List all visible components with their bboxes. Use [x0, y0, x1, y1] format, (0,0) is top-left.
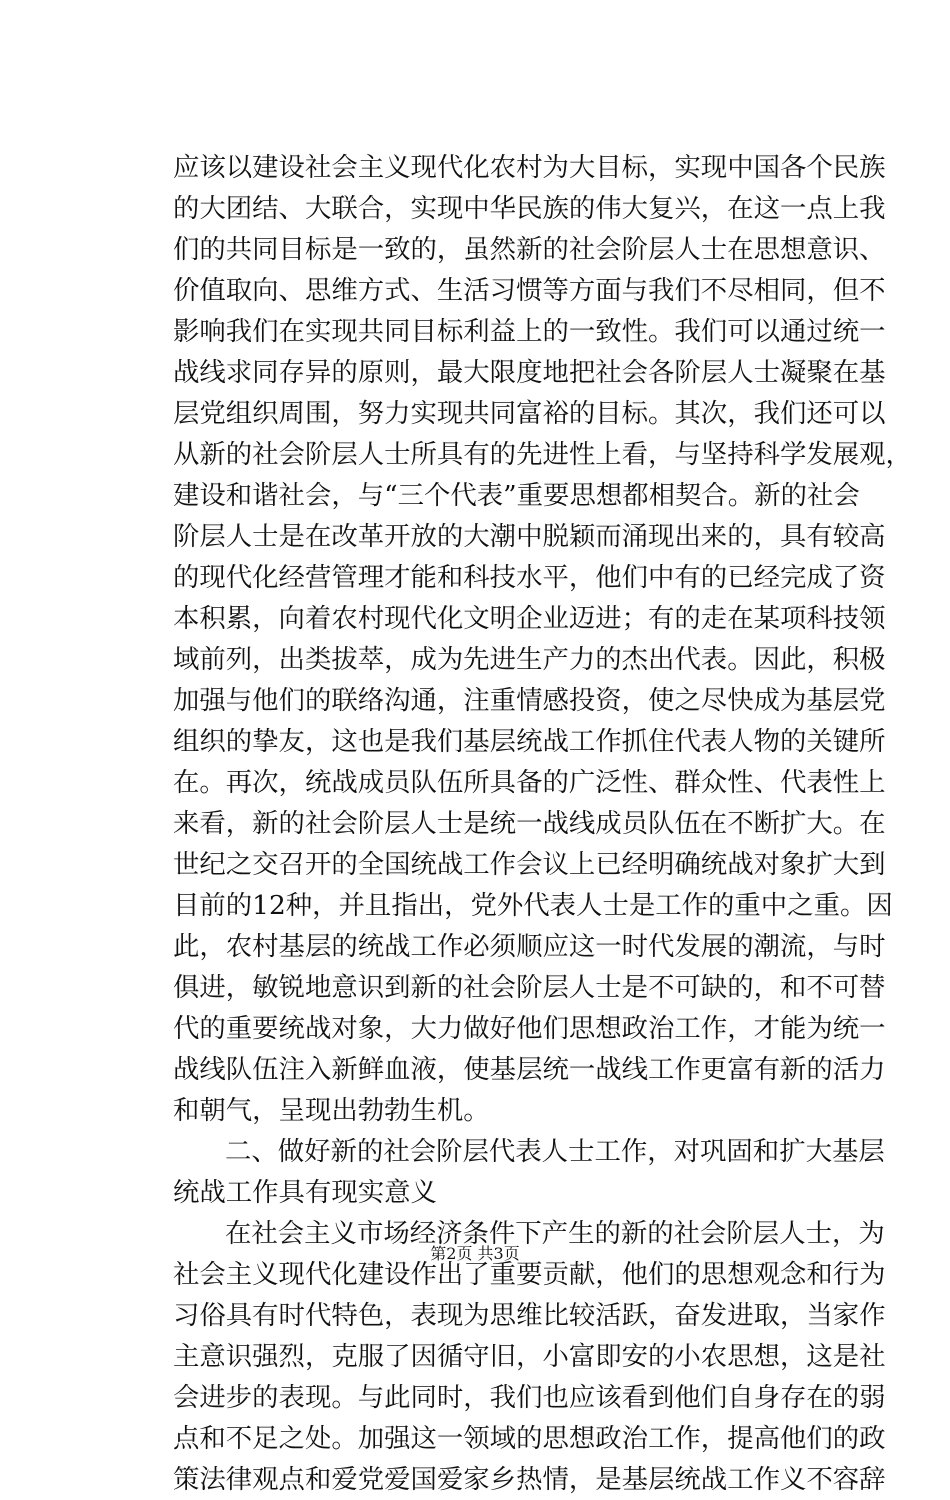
- text-line: 习俗具有时代特色，表现为思维比较活跃，奋发进取，当家作: [173, 1300, 886, 1331]
- text-line: 价值取向、思维方式、生活习惯等方面与我们不尽相同，但不: [173, 275, 886, 306]
- text-line: 世纪之交召开的全国统战工作会议上已经明确统战对象扩大到: [173, 849, 886, 880]
- text-line: 俱进，敏锐地意识到新的社会阶层人士是不可缺的，和不可替: [173, 972, 886, 1003]
- text-line: 影响我们在实现共同目标利益上的一致性。我们可以通过统一: [173, 316, 886, 347]
- text-line: 来看，新的社会阶层人士是统一战线成员队伍在不断扩大。在: [173, 808, 886, 839]
- text-line: 和朝气，呈现出勃勃生机。: [173, 1095, 490, 1126]
- text-line: 此，农村基层的统战工作必须顺应这一时代发展的潮流，与时: [173, 931, 886, 962]
- text-line: 建设和谐社会，与“三个代表”重要思想都相契合。新的社会: [173, 480, 860, 511]
- text-line: 的大团结、大联合，实现中华民族的伟大复兴，在这一点上我: [173, 193, 886, 224]
- text-line: 加强与他们的联络沟通，注重情感投资，使之尽快成为基层党: [173, 685, 886, 716]
- body-text: [173, 147, 912, 1500]
- text-line: 组织的挚友，这也是我们基层统战工作抓住代表人物的关键所: [173, 726, 886, 757]
- text-line: 在社会主义市场经济条件下产生的新的社会阶层人士，为: [225, 1218, 885, 1249]
- text-line: 代的重要统战对象，大力做好他们思想政治工作，才能为统一: [173, 1013, 886, 1044]
- text-line: 策法律观点和爱党爱国爱家乡热情，是基层统战工作义不容辞: [173, 1464, 886, 1495]
- text-line: 层党组织周围，努力实现共同富裕的目标。其次，我们还可以: [173, 398, 886, 429]
- text-line: 主意识强烈，克服了因循守旧，小富即安的小农思想，这是社: [173, 1341, 886, 1372]
- text-line: 社会主义现代化建设作出了重要贡献，他们的思想观念和行为: [173, 1259, 886, 1290]
- text-line: 目前的12种，并且指出，党外代表人士是工作的重中之重。因: [173, 890, 893, 921]
- text-line: 点和不足之处。加强这一领域的思想政治工作，提高他们的政: [173, 1423, 886, 1454]
- text-line: 本积累，向着农村现代化文明企业迈进；有的走在某项科技领: [173, 603, 886, 634]
- text-line: 应该以建设社会主义现代化农村为大目标，实现中国各个民族: [173, 152, 886, 183]
- text-line: 从新的社会阶层人士所具有的先进性上看，与坚持科学发展观，: [173, 439, 912, 470]
- section-heading-line: 统战工作具有现实意义: [173, 1177, 437, 1208]
- text-line: 域前列，出类拔萃，成为先进生产力的杰出代表。因此，积极: [173, 644, 886, 675]
- text-line: 战线队伍注入新鲜血液，使基层统一战线工作更富有新的活力: [173, 1054, 886, 1085]
- text-line: 战线求同存异的原则，最大限度地把社会各阶层人士凝聚在基: [173, 357, 886, 388]
- text-line: 阶层人士是在改革开放的大潮中脱颖而涌现出来的，具有较高: [173, 521, 886, 552]
- text-line: 的现代化经营管理才能和科技水平，他们中有的已经完成了资: [173, 562, 886, 593]
- text-line: 会进步的表现。与此同时，我们也应该看到他们自身存在的弱: [173, 1382, 886, 1413]
- text-line: 在。再次，统战成员队伍所具备的广泛性、群众性、代表性上: [173, 767, 886, 798]
- section-heading-line: 二、做好新的社会阶层代表人士工作，对巩固和扩大基层: [225, 1136, 885, 1167]
- text-line: 们的共同目标是一致的，虽然新的社会阶层人士在思想意识、: [173, 234, 886, 265]
- page-number-footer: 第2页 共3页: [430, 1244, 520, 1263]
